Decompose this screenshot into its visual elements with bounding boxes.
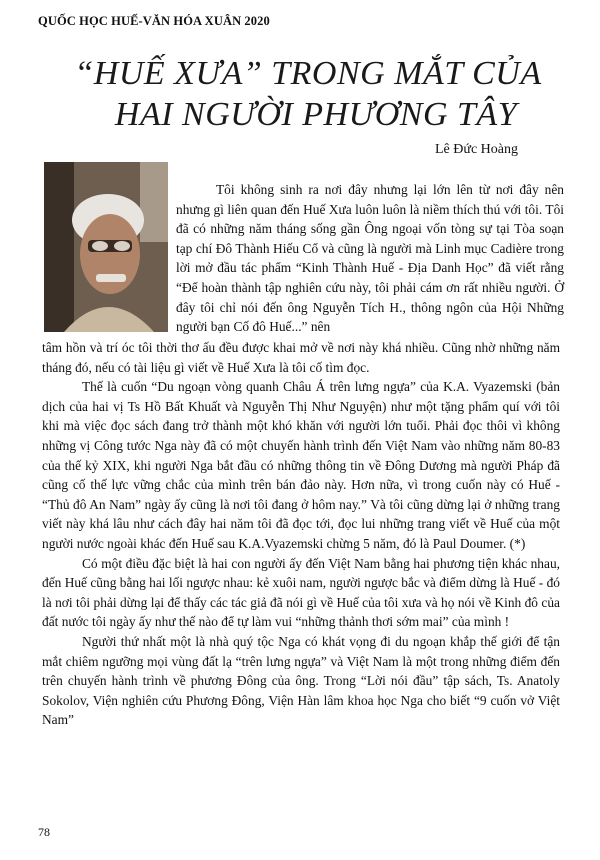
author-name: Lê Đức Hoàng [434, 142, 518, 157]
intro-paragraph [176, 180, 564, 337]
article-title-line-2: HAI NGƯỜI PHƯƠNG TÂY [114, 96, 518, 133]
intro-continuation: tâm hồn và trí óc tôi thời thơ ấu đều được khai mở về nơi này khá nhiều. Cũng nhờ những năm tháng đó, nếu có tài liệu gì viết về Huế Xưa là tôi cố tìm đọc. [42, 340, 560, 375]
author-photo [44, 162, 168, 332]
running-header: QUỐC HỌC HUẾ-VĂN HÓA XUÂN 2020 [38, 14, 270, 28]
article-title-line-1: “HUẾ XƯA” TRONG MẮT CỦA [74, 55, 542, 92]
body-paragraph: Có một điều đặc biệt là hai con người ấy đến Việt Nam bằng hai phương tiện khác nhau, đến Huế cũng bằng hai lối ngược nhau: kẻ xuôi nam, người ngược bắc và điểm dừng là Huế - đó là nơi tôi phải dừng lại để thấy các tác giả đã nói gì về Huế của tôi xưa và họ nói về Kinh đô của đất nước tôi ngày ấy như thế nào để tự làm vui “những thảnh thơi sớm mai” của mình ! [42, 555, 560, 630]
body-paragraph: Thế là cuốn “Du ngoạn vòng quanh Châu Á trên lưng ngựa” của K.A. Vyazemski (bản dịch của hai vị Ts Hồ Bất Khuất và Nguyễn Thị Như Nguyện) như một tặng phẩm quí với tôi khi mà việc đọc sách đang trở thành một khó khăn với người lớn tuổi. Phải đọc thôi vì không những vị Công tước Nga này đã có một chuyến hành trình đến Việt Nam vào những năm 80-83 của thế kỷ XIX, khi người Nga bắt đầu có những thông tin về Đông Dương mà người Pháp đã cũng cố thế lực vững chắc của mình trên bán đảo này. Hơn nữa, vì trong cuốn này có Huế - “Thủ đô An Nam” ngày ấy cũng là nơi tôi đang ở hôm nay.” Và tôi cũng dừng lại ở những trang viết này khá lâu như cách đây hai năm tôi đã đọc tới, đọc lui những trang viết về Huế của một người nước ngoài khác đến Huế sau K.A.Vyazemski chừng 5 năm, đó là Paul Doumer. (*) [42, 379, 560, 551]
article-body [42, 338, 560, 730]
body-paragraph: Người thứ nhất một là nhà quý tộc Nga có khát vọng đi du ngoạn khắp thế giới để tận mắt chiêm ngưỡng mọi vùng đất lạ “trên lưng ngựa” và Việt Nam là một trong những điểm đến trên chuyến hành trình về phương Đông của ông. Trong “Lời nói đầu” tập sách, Ts. Anatoly Sokolov, Viện nghiên cứu Phương Đông, Viện Hàn lâm khoa học Nga cho biết “9 cuốn vở Việt Nam” [42, 633, 560, 728]
intro-text: Tôi không sinh ra nơi đây nhưng lại lớn lên từ nơi đây nên nhưng gì liên quan đến Huế Xưa luôn luôn là niềm thích thú với tôi. Tôi đã có những năm tháng sống gần Ông ngoại vốn tòng sự tại Tòa soạn tạp chí Đô Thành Hiếu Cổ và cũng là người mà Linh mục Cadière trong lời mở đầu tác phẩm “Kinh Thành Huế - Địa Danh Học” đã viết rằng “Để hoàn thành tập nghiên cứu này, tôi phải cám ơn rất nhiều người. Ở đây tôi chỉ nói đến ông Nguyễn Tích H., thông ngôn của Hội Những người bạn Cố đô Huế...” nên [176, 182, 564, 335]
page-number: 78 [38, 825, 50, 839]
